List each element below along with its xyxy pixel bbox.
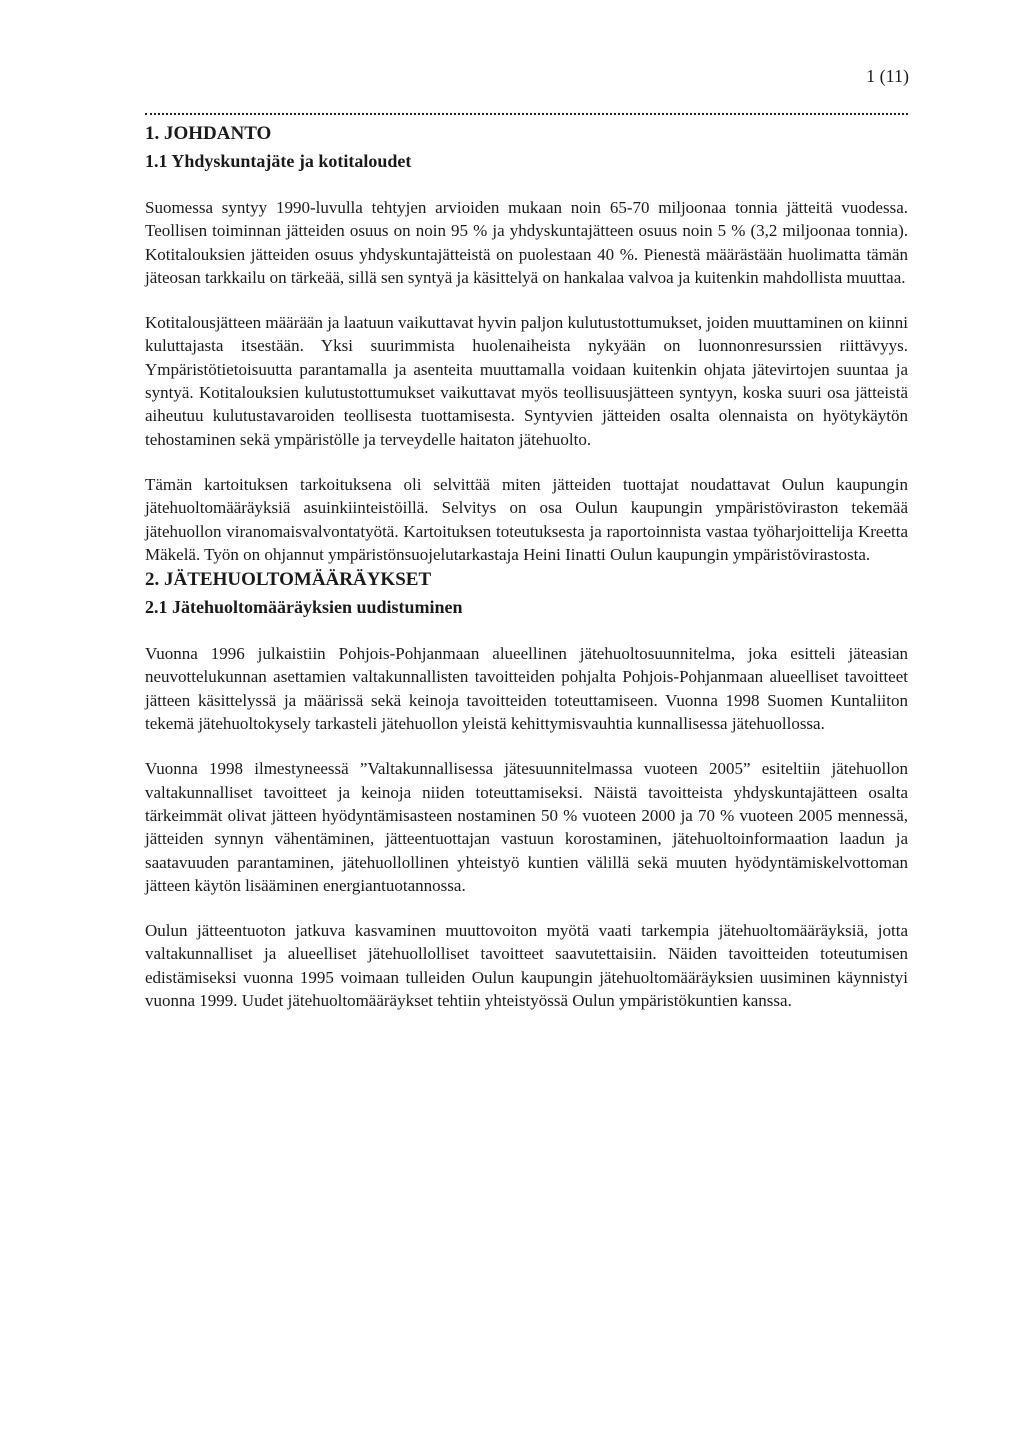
header-divider (145, 113, 908, 115)
page-number: 1 (11) (866, 66, 909, 86)
paragraph: Tämän kartoituksen tarkoituksena oli selvittää miten jätteiden tuottajat noudattavat Oulun kaupungin jätehuoltomääräyksiä asuinkiinteistöillä. Selvitys on osa Oulun kaupungin ympäristöviraston tekemää jätehuollon viranomaisvalvontatyötä. Kartoituksen toteutuksesta ja raportoinnista vastaa työharjoittelija Kreetta Mäkelä. Työn on ohjannut ympäristönsuojelutarkastaja Heini Iinatti Oulun kaupungin ympäristövirastosta. (145, 474, 908, 564)
paragraph: Suomessa syntyy 1990-luvulla tehtyjen arvioiden mukaan noin 65-70 miljoonaa tonnia jätteitä vuodessa. Teollisen toiminnan jätteiden osuus on noin 95 % ja yhdyskuntajätteen osuus noin 5 % (3,2 miljoonaa tonnia). Kotitalouksien jätteiden osuus yhdyskuntajätteistä on puolestaan 40 %. Pienestä määrästään huolimatta tämän jäteosan tarkkailu on tärkeää, sillä sen syntyä ja käsittelyä on hankalaa valvoa ja kuitenkin mahdollista muuttaa. (145, 198, 908, 287)
paragraph: Vuonna 1998 ilmestyneessä ”Valtakunnallisessa jätesuunnitelmassa vuoteen 2005” esiteltiin jätehuollon valtakunnalliset tavoitteet ja keinoja niiden toteuttamiseksi. Näistä tavoitteista yhdyskuntajätteen osalta tärkeimmät olivat jätteen hyödyntämisasteen nostaminen 50 % vuoteen 2000 ja 70 % vuoteen 2005 mennessä, jätteiden synnyn vähentäminen, jätteentuottajan vastuun korostaminen, jätehuoltoinformaation laadun ja saatavuuden parantaminen, jätehuollollinen yhteistyö kuntien välillä sekä muuten hyödyntämiskelvottoman jätteen käytön lisääminen energiantuotannossa. (145, 759, 908, 895)
section-1-heading: 1. JOHDANTO (145, 123, 272, 144)
section-2-heading: 2. JÄTEHUOLTOMÄÄRÄYKSET (145, 569, 432, 591)
paragraph: Kotitalousjätteen määrään ja laatuun vaikuttavat hyvin paljon kulutustottumukset, joiden muuttaminen on kiinni kuluttajasta itsestään. Yksi suurimmista huolenaiheista nykyään on luonnonresurssien riittävyys. Ympäristötietoisuutta parantamalla ja asenteita muuttamalla voidaan kuitenkin ohjata jätevirtojen suuntaa ja syntyä. Kotitalouksien kulutustottumukset vaikuttavat myös teollisuusjätteen syntyyn, koska suuri osa jätteistä aiheutuu kulutustavaroiden teollisesta tuottamisesta. Syntyvien jätteiden osalta olennaista on hyötykäytön tehostaminen sekä ympäristölle ja terveydelle haitaton jätehuolto. (145, 313, 908, 449)
paragraph: Vuonna 1996 julkaistiin Pohjois-Pohjanmaan alueellinen jätehuoltosuunnitelma, joka esitteli jäteasian neuvottelukunnan asettamien valtakunnallisten tavoitteiden pohjalta Pohjois-Pohjanmaan alueelliset tavoitteet jätteen käsittelyssä ja määrissä sekä keinoja tavoitteiden toteuttamiseen. Vuonna 1998 Suomen Kuntaliiton tekemä jätehuoltokysely tarkasteli jätehuollon yleistä kehittymisvauhtia kunnallisessa jätehuollossa. (145, 644, 908, 734)
document-body (145, 120, 908, 1012)
section-2-1-heading: 2.1 Jätehuoltomääräyksien uudistuminen (145, 597, 463, 618)
section-1-1-heading: 1.1 Yhdyskuntajäte ja kotitaloudet (145, 151, 412, 171)
paragraph: Oulun jätteentuoton jatkuva kasvaminen muuttovoiton myötä vaati tarkempia jätehuoltomääräyksiä, jotta valtakunnalliset ja alueelliset jätehuollolliset tavoitteet saavutettaisiin. Näiden tavoitteiden toteutumisen edistämiseksi vuonna 1995 voimaan tulleiden Oulun kaupungin jätehuoltomääräyksien uusiminen käynnistyi vuonna 1999. Uudet jätehuoltomääräykset tehtiin yhteistyössä Oulun ympäristökuntien kanssa. (145, 921, 908, 1011)
